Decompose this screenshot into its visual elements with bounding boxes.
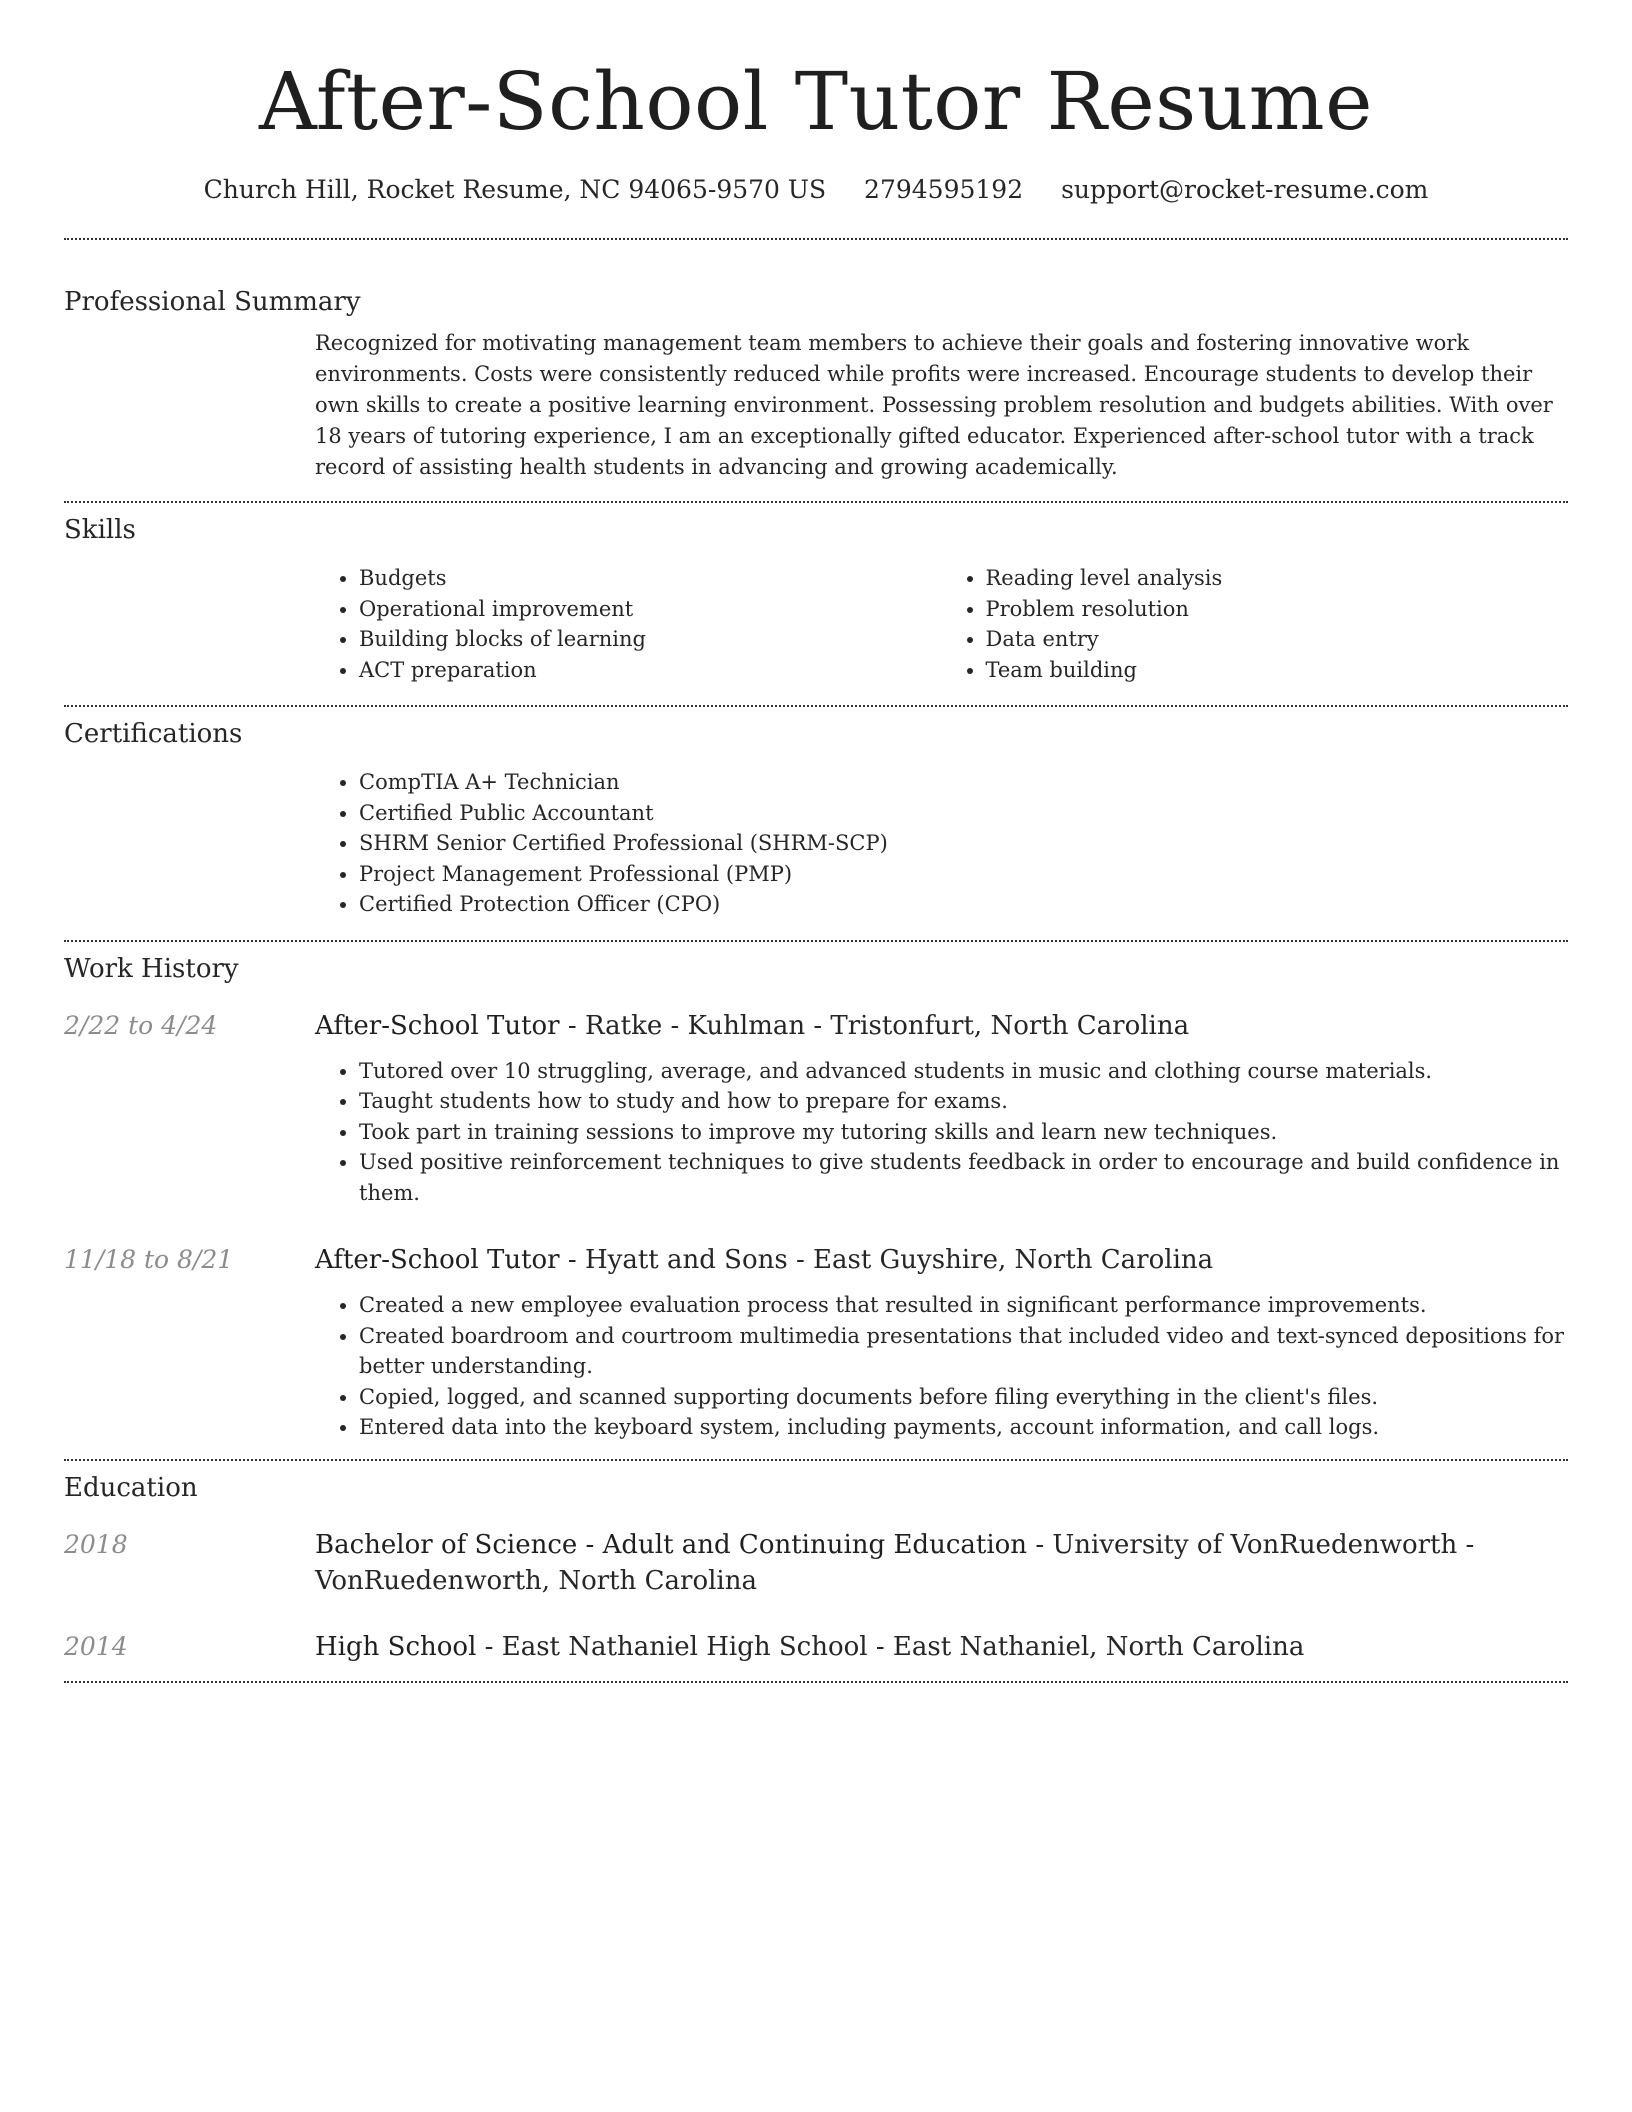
job-role: After-School Tutor	[315, 1245, 560, 1275]
education-divider	[64, 1681, 1568, 1683]
certification-item: • Project Management Professional (PMP)	[359, 859, 1568, 890]
certification-item: • Certified Public Accountant	[359, 798, 1568, 829]
skills-section	[64, 503, 1568, 685]
job-entry	[64, 1242, 1568, 1443]
summary-text: Recognized for motivating management team members to achieve their goals and fostering innovative work environments. Costs were consistently reduced while profits were increased. Encourage students to develop their own skills to create a positive learning environment. Possessing problem resolution and budgets abilities. With over 18 years of tutoring experience, I am an exceptionally gifted educator. Experienced after-school tutor with a track record of assisting health students in advancing and growing academically.	[315, 331, 1553, 479]
job-body	[315, 1008, 1568, 1209]
skill-item: • Problem resolution	[986, 594, 1569, 625]
education-separator: -	[1035, 1529, 1053, 1560]
job-bullet: • Tutored over 10 struggling, average, and advanced students in music and clothing course materials.	[359, 1056, 1568, 1087]
job-bullets	[315, 1056, 1568, 1209]
contact-line	[64, 174, 1568, 206]
contact-address: Church Hill, Rocket Resume, NC 94065-9570 US	[203, 175, 827, 204]
education-school: East Nathaniel High School - East Nathaniel, North Carolina	[501, 1631, 1305, 1662]
certification-item: • Certified Protection Officer (CPO)	[359, 889, 1568, 920]
work-section	[64, 942, 1568, 1443]
summary-section	[64, 240, 1568, 483]
education-heading: Education	[64, 1472, 198, 1503]
education-entry	[64, 1527, 1568, 1599]
certification-item: • CompTIA A+ Technician	[359, 767, 1568, 798]
education-year: 2018	[64, 1529, 128, 1559]
job-heading	[315, 1008, 1568, 1044]
job-bullet: • Taught students how to study and how to prepare for exams.	[359, 1086, 1568, 1117]
skills-grid	[315, 563, 1568, 685]
summary-content	[315, 328, 1568, 483]
resume-page	[64, 0, 1568, 1683]
skill-item: • Building blocks of learning	[359, 624, 942, 655]
skills-list-left	[315, 563, 942, 685]
contact-email: support@rocket-resume.com	[1061, 175, 1429, 204]
skills-heading: Skills	[64, 515, 136, 545]
education-body	[315, 1629, 1568, 1665]
job-separator: -	[567, 1245, 585, 1275]
skill-item: • Operational improvement	[359, 594, 942, 625]
education-year: 2014	[64, 1631, 128, 1661]
education-entry	[64, 1629, 1568, 1665]
skill-item: • Budgets	[359, 563, 942, 594]
job-entry	[64, 1008, 1568, 1209]
skills-content	[315, 563, 1568, 685]
certifications-section	[64, 707, 1568, 920]
job-heading	[315, 1242, 1568, 1278]
resume-title: After-School Tutor Resume	[259, 55, 1373, 148]
skill-item: • ACT preparation	[359, 655, 942, 686]
education-section	[64, 1461, 1568, 1665]
certifications-list	[315, 767, 1568, 920]
skill-item: • Data entry	[986, 624, 1569, 655]
summary-heading: Professional Summary	[64, 287, 361, 317]
job-bullet: • Entered data into the keyboard system, including payments, account information, and call logs.	[359, 1412, 1568, 1443]
job-dates: 11/18 to 8/21	[64, 1245, 234, 1274]
education-separator: -	[484, 1631, 502, 1662]
job-bullets	[315, 1290, 1568, 1443]
certifications-content	[315, 767, 1568, 920]
job-bullet: • Created a new employee evaluation process that resulted in significant performance improvements.	[359, 1290, 1568, 1321]
certifications-heading: Certifications	[64, 719, 243, 749]
job-bullet: • Took part in training sessions to improve my tutoring skills and learn new techniques.	[359, 1117, 1568, 1148]
job-employer: Ratke - Kuhlman - Tristonfurt, North Carolina	[584, 1010, 1190, 1041]
skill-item: • Team building	[986, 655, 1569, 686]
job-separator: -	[567, 1010, 585, 1041]
work-heading: Work History	[64, 953, 239, 984]
job-bullet: • Used positive reinforcement techniques to give students feedback in order to encourage and build confidence in them.	[359, 1147, 1568, 1208]
job-dates: 2/22 to 4/24	[64, 1010, 218, 1040]
education-body	[315, 1527, 1568, 1599]
contact-phone: 2794595192	[864, 175, 1024, 204]
job-body	[315, 1242, 1568, 1443]
education-heading-line	[315, 1629, 1568, 1665]
skill-item: • Reading level analysis	[986, 563, 1569, 594]
education-heading-line	[315, 1527, 1568, 1599]
education-degree: Bachelor of Science - Adult and Continuing Education	[315, 1529, 1028, 1560]
certification-item: • SHRM Senior Certified Professional (SHRM-SCP)	[359, 828, 1568, 859]
education-degree: High School	[315, 1631, 477, 1662]
education-school: University of VonRuedenworth - VonRuedenworth, North Carolina	[315, 1529, 1475, 1596]
skills-list-right	[942, 563, 1569, 685]
job-bullet: • Copied, logged, and scanned supporting documents before filing everything in the client's files.	[359, 1382, 1568, 1413]
job-role: After-School Tutor	[315, 1010, 560, 1041]
job-bullet: • Created boardroom and courtroom multimedia presentations that included video and text-synced depositions for better understanding.	[359, 1321, 1568, 1382]
job-employer: Hyatt and Sons - East Guyshire, North Carolina	[584, 1245, 1214, 1275]
